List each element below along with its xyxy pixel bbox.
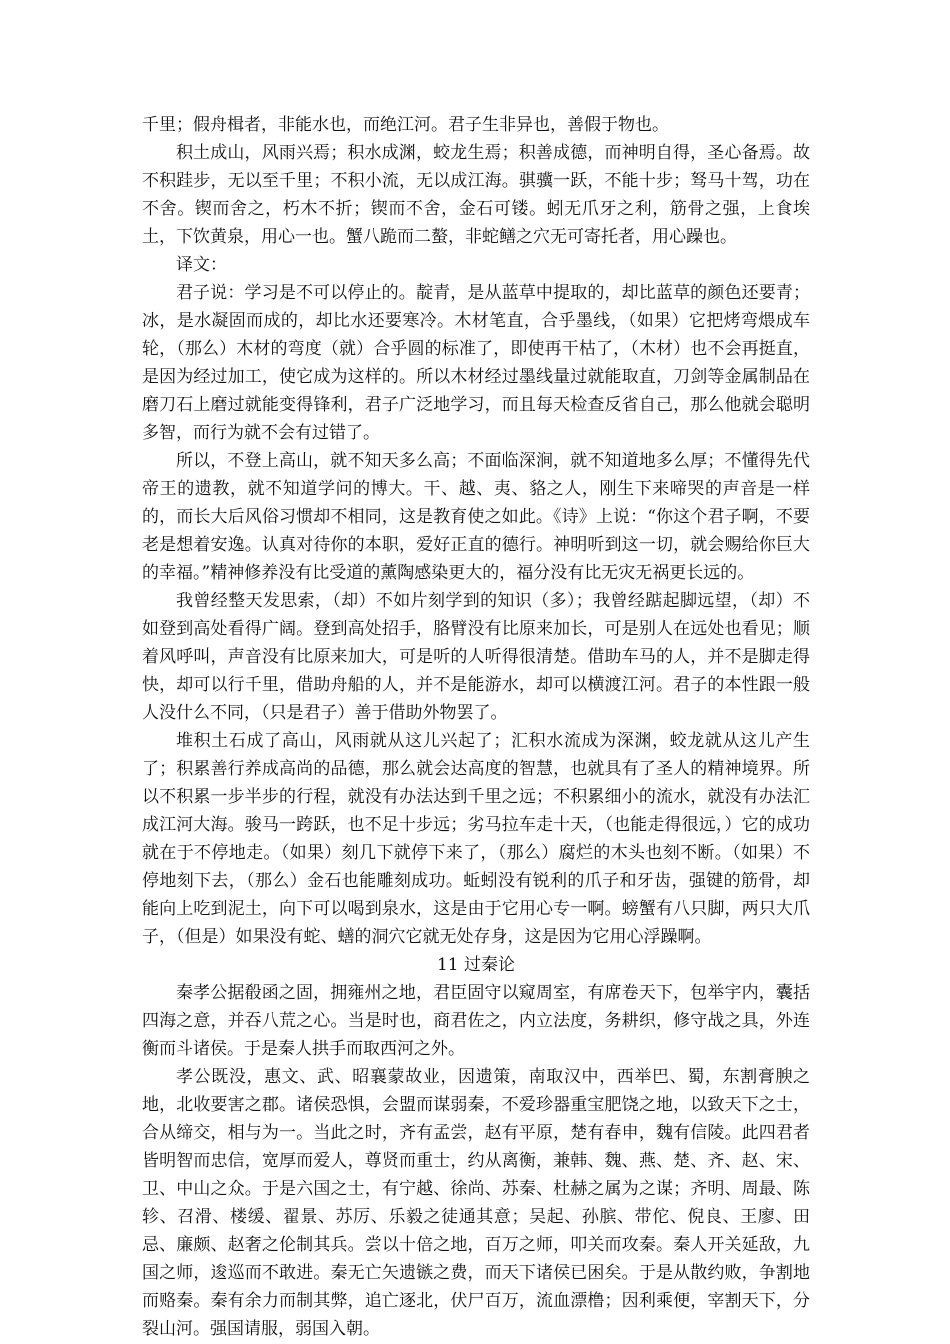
paragraph-quanxue-tail: 千里；假舟楫者，非能水也，而绝江河。君子生非异也，善假于物也。	[142, 115, 669, 135]
paragraph-guoqinlun-2: 孝公既没，惠文、武、昭襄蒙故业，因遗策，南取汉中，西举巴、蜀，东割膏腴之地，北收要害之郡。诸侯恐惧，会盟而谋弱秦，不爱珍器重宝肥饶之地，以致天下之士，合从缔交，相与为一。当此之时，齐有孟尝，赵有平原，楚有春申，魏有信陵。此四君者皆明智而忠信，宽厚而爱人，尊贤而重士，约从离衡，兼韩、魏、燕、楚、齐、赵、宋、卫、中山之众。于是六国之士，有宁越、徐尚、苏秦、杜赫之属为之谋；齐明、周最、陈轸、召滑、楼缓、翟景、苏厉、乐毅之徒通其意；吴起、孙膑、带佗、倪良、王廖、田忌、廉颇、赵奢之伦制其兵。尝以十倍之地，百万之师，叩关而攻秦。秦人开关延敌，九国之师，逡巡而不敢进。秦无亡矢遗镞之费，而天下诸侯已困矣。于是从散约败，争割地而赂秦。秦有余力而制其弊，追亡逐北，伏尸百万，流血漂橹；因利乘便，宰割天下，分裂山河。强国请服，弱国入朝。	[142, 1067, 810, 1339]
paragraph-translation-label: 译文：	[176, 255, 227, 275]
paragraph-translation-1: 君子说：学习是不可以停止的。靛青，是从蓝草中提取的，却比蓝草的颜色还要青；冰，是水凝固而成的，却比水还要寒冷。木材笔直，合乎墨线，（如果）它把烤弯煨成车轮，（那么）木材的弯度（就）合乎圆的标准了，即使再干枯了，（木材）也不会再挺直，是因为经过加工，使它成为这样的。所以木材经过墨线量过就能取直，刀剑等金属制品在磨刀石上磨过就能变得锋利，君子广泛地学习，而且每天检查反省自己，那么他就会聪明多智，而行为就不会有过错了。	[142, 283, 810, 443]
paragraph-translation-4: 堆积土石成了高山，风雨就从这儿兴起了；汇积水流成为深渊，蛟龙就从这儿产生了；积累善行养成高尚的品德，那么就会达高度的智慧，也就具有了圣人的精神境界。所以不积累一步半步的行程，就没有办法达到千里之远；不积累细小的流水，就没有办法汇成江河大海。骏马一跨跃，也不足十步远；劣马拉车走十天，（也能走得很远，）它的成功就在于不停地走。（如果）刻几下就停下来了，（那么）腐烂的木头也刻不断。（如果）不停地刻下去，（那么）金石也能雕刻成功。蚯蚓没有锐利的爪子和牙齿，强键的筋骨，却能向上吃到泥土，向下可以喝到泉水，这是由于它用心专一啊。螃蟹有八只脚，两只大爪子，（但是）如果没有蛇、蟮的洞穴它就无处存身，这是因为它用心浮躁啊。	[142, 731, 810, 947]
paragraph-guoqinlun-1: 秦孝公据殽函之固，拥雍州之地，君臣固守以窥周室，有席卷天下，包举宇内，囊括四海之意，并吞八荒之心。当是时也，商君佐之，内立法度，务耕织，修守战之具，外连衡而斗诸侯。于是秦人拱手而取西河之外。	[142, 983, 810, 1059]
paragraph-quanxue-jitu: 积土成山，风雨兴焉；积水成渊，蛟龙生焉；积善成德，而神明自得，圣心备焉。故不积跬步，无以至千里；不积小流，无以成江海。骐骥一跃，不能十步；驽马十驾，功在不舍。锲而舍之，朽木不折；锲而不舍，金石可镂。蚓无爪牙之利，筋骨之强，上食埃土，下饮黄泉，用心一也。蟹八跪而二螯，非蛇鳝之穴无可寄托者，用心躁也。	[142, 143, 810, 247]
paragraph-translation-2: 所以，不登上高山，就不知天多么高；不面临深涧，就不知道地多么厚；不懂得先代帝王的遗教，就不知道学问的博大。干、越、夷、貉之人，刚生下来啼哭的声音是一样的，而长大后风俗习惯却不相同，这是教育使之如此。《诗》上说：“你这个君子啊，不要老是想着安逸。认真对待你的本职，爱好正直的德行。神明听到这一切，就会赐给你巨大的幸福。”精神修养没有比受道的薰陶感染更大的，福分没有比无灾无祸更长远的。	[142, 451, 810, 583]
document-page	[142, 111, 810, 1343]
paragraph-translation-3: 我曾经整天发思索，（却）不如片刻学到的知识（多）；我曾经踮起脚远望，（却）不如登到高处看得广阔。登到高处招手，胳臂没有比原来加长，可是别人在远处也看见；顺着风呼叫，声音没有比原来加大，可是听的人听得很清楚。借助车马的人，并不是脚走得快，却可以行千里，借助舟船的人，并不是能游水，却可以横渡江河。君子的本性跟一般人没什么不同，（只是君子）善于借助外物罢了。	[142, 591, 810, 723]
section-title: 11 过秦论	[436, 955, 516, 975]
